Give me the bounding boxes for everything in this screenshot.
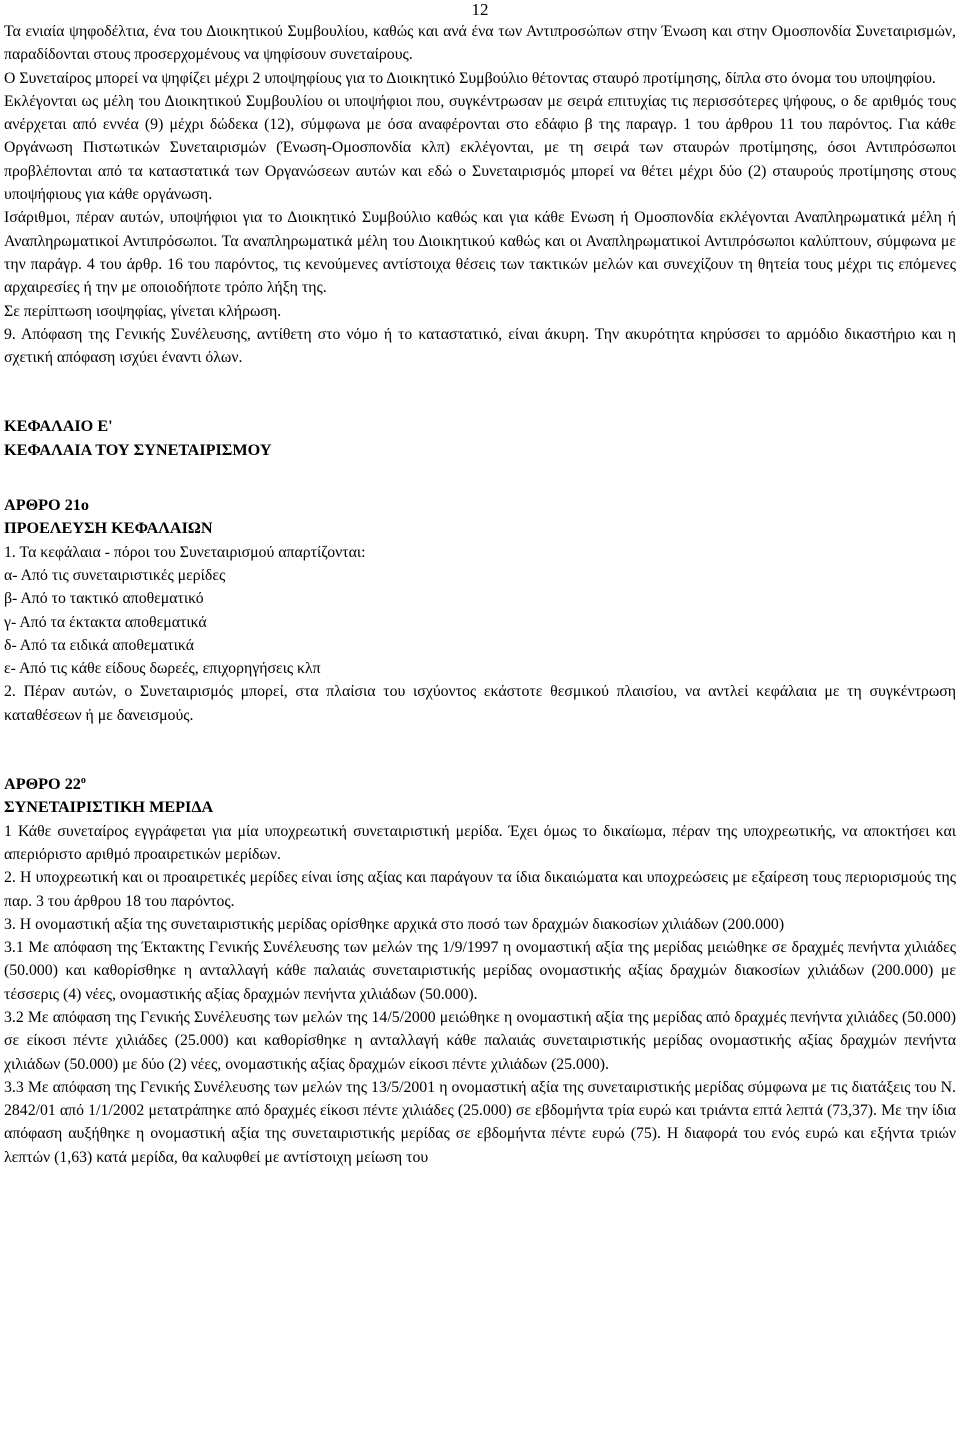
article-22-paragraph: 3.3 Με απόφαση της Γενικής Συνέλευσης των μελών της 13/5/2001 η ονομαστική αξία της συνεταιριστικής μερίδας σύμφωνα με τις διατάξεις του Ν. 2842/01 από 1/1/2002 μετατράπηκε από δραχμές είκοσι πέντε χιλιάδες (25.000) σε εβδομήντα τρία ευρώ και τριάντα επτά λεπτά (73,37). Με την ίδια απόφαση αυξήθηκε η ονομαστική αξία της συνεταιριστικής μερίδας σε εβδομήντα πέντε ευρώ (75). Η διαφορά του ενός ευρώ και εξήντα τριών λεπτών (1,63) κατά μερίδα, θα καλυφθεί με αντίστοιχη μείωση του <box>4 1078 956 1166</box>
article-21-title: ΠΡΟΕΛΕΥΣΗ ΚΕΦΑΛΑΙΩΝ <box>4 519 213 538</box>
article-22-paragraph: 1 Κάθε συνεταίρος εγγράφεται για μία υποχρεωτική συνεταιριστική μερίδα. Έχει όμως το δικαίωμα, πέραν της υποχρεωτικής, να αποκτήσει και απεριόριστο αριθμό προαιρετικών μερίδων. <box>4 822 956 863</box>
paragraph-tie: Σε περίπτωση ισοψηφίας, γίνεται κλήρωση. <box>4 302 282 320</box>
article-22-number-ordinal: ο <box>80 775 86 787</box>
chapter-number: ΚΕΦΑΛΑΙΟ Ε' <box>4 417 113 436</box>
paragraph-substitute-members: Ισάριθμοι, πέραν αυτών, υποψήφιοι για το Διοικητικό Συμβούλιο καθώς και για κάθε Ενωση ή Ομοσπονδία εκλέγονται Αναπληρωματικά μέλη ή Αναπληρωματικοί Αντιπρόσωποι. Τα αναπληρωματικά μέλη του Διοικητικού καθώς και οι Αναπληρωματικοί Αντιπρόσωποι καλύπτουν, σύμφωνα με την παράγρ. 4 του άρθρ. 16 του παρόντος, τις κενούμενες αντίστοιχα θέσεις των τακτικών μελών και συνεχίζουν τη θητεία τους μέχρι τις επόμενες αρχαιρεσίες ή την με οποιοδήποτε τρόπο λήξη της. <box>4 209 956 297</box>
spacer <box>4 369 956 415</box>
article-21-number: ΑΡΘΡΟ 21ο <box>4 496 89 515</box>
article-21-paragraph-2: 2. Πέραν αυτών, ο Συνεταιρισμός μπορεί, στα πλαίσια του ισχύοντος εκάστοτε θεσμικού πλαισίου, να αντλεί κεφάλαια με τη συγκέντρωση καταθέσεων ή με δανεισμούς. <box>4 683 956 724</box>
spacer <box>4 462 956 494</box>
article-21-intro: 1. Τα κεφάλαια - πόροι του Συνεταιρισμού απαρτίζονται: <box>4 543 366 561</box>
article-22-paragraph: 2. Η υποχρεωτική και οι προαιρετικές μερίδες είναι ίσης αξίας και παράγουν τα ίδια δικαιώματα και υποχρεώσεις με εξαίρεση τους περιορισμούς της παρ. 3 του άρθρου 18 του παρόντος. <box>4 869 956 910</box>
article-22-paragraph: 3. Η ονομαστική αξία της συνεταιριστικής μερίδας ορίσθηκε αρχικά στο ποσό των δραχμών διακοσίων χιλιάδων (200.000) <box>4 915 785 933</box>
paragraph-preference-votes: Ο Συνεταίρος μπορεί να ψηφίζει μέχρι 2 υποψηφίους για το Διοικητικό Συμβούλιο θέτοντας σταυρό προτίμησης, δίπλα στο όνομα του υποψηφίου. <box>4 69 936 87</box>
list-item: ε- Από τις κάθε είδους δωρεές, επιχορηγήσεις κλπ <box>4 660 321 678</box>
page-number: 12 <box>471 0 489 19</box>
paragraph-elected-members: Εκλέγονται ως μέλη του Διοικητικού Συμβουλίου οι υποψήφιοι που, συγκέντρωσαν με σειρά επιτυχίας τις περισσότερες ψήφους, ο δε αριθμός τους ανέρχεται από εννέα (9) μέχρι δώδεκα (12), σύμφωνα με όσα αναφέρονται στο εδάφιο β της παραγρ. 1 του άρθρου 11 του παρόντος. Για κάθε Οργάνωση Πιστωτικών Συνεταιρισμών (Ένωση-Ομοσπονδία κλπ) εκλέγονται, με τη σειρά των σταυρών προτίμησης, όσοι Αντιπρόσωποι προβλέπονται από τα καταστατικά των Οργανώσεων αυτών και εδώ ο Συνεταιρισμός μπορεί να θέτει μέχρι δύο (2) σταυρούς προτίμησης στους υποψήφιους για κάθε οργάνωση. <box>4 92 956 204</box>
list-item: δ- Από τα ειδικά αποθεματικά <box>4 636 195 654</box>
paragraph-ballots: Τα ενιαία ψηφοδέλτια, ένα του Διοικητικού Συμβουλίου, καθώς και ανά ένα των Αντιπροσώπων στην Ένωση και στην Ομοσπονδία Συνεταιρισμών, παραδίδονται στους προσερχομένους να ψηφίσουν συνεταίρους. <box>4 23 956 64</box>
article-22-paragraph: 3.2 Με απόφαση της Γενικής Συνέλευσης των μελών της 14/5/2000 μειώθηκε η ονομαστική αξία της μερίδας από δραχμές πενήντα χιλιάδες (50.000) σε είκοσι πέντε χιλιάδες (25.000) και καθορίσθηκε η ανταλλαγή κάθε παλαιάς συνεταιριστικής μερίδας ονομαστικής αξίας δραχμών πενήντα χιλιάδων (50.000) με δύο (2) νέες, ονομαστικής αξίας δραχμών είκοσι πέντε χιλιάδων (25.000). <box>4 1008 956 1073</box>
article-22-number-text: ΑΡΘΡΟ 22 <box>4 775 81 794</box>
article-22-title: ΣΥΝΕΤΑΙΡΙΣΤΙΚΗ ΜΕΡΙΔΑ <box>4 798 214 817</box>
list-item: γ- Από τα έκτακτα αποθεματικά <box>4 613 207 631</box>
spacer <box>4 727 956 773</box>
chapter-title: ΚΕΦΑΛΑΙΑ ΤΟΥ ΣΥΝΕΤΑΙΡΙΣΜΟΥ <box>4 440 272 459</box>
list-item: α- Από τις συνεταιριστικές μερίδες <box>4 566 226 584</box>
page-content <box>4 20 956 1169</box>
paragraph-9-decision: 9. Απόφαση της Γενικής Συνέλευσης, αντίθετη στο νόμο ή το καταστατικό, είναι άκυρη. Την ακυρότητα κηρύσσει το αρμόδιο δικαστήριο και η σχετική απόφαση ισχύει έναντι όλων. <box>4 325 956 367</box>
article-22-paragraph: 3.1 Με απόφαση της Έκτακτης Γενικής Συνέλευσης των μελών της 1/9/1997 η ονομαστική αξία της μερίδας μειώθηκε σε δραχμές πενήντα χιλιάδες (50.000) και καθορίσθηκε η ανταλλαγή κάθε παλαιάς συνεταιριστικής μερίδας ονομαστικής αξίας δραχμών διακοσίων χιλιάδων (200.000) με τέσσερις (4) νέες, ονομαστικής αξίας δραχμών πενήντα χιλιάδων (50.000). <box>4 939 956 1003</box>
article-22-number <box>4 773 956 796</box>
list-item: β- Από το τακτικό αποθεματικό <box>4 590 204 608</box>
